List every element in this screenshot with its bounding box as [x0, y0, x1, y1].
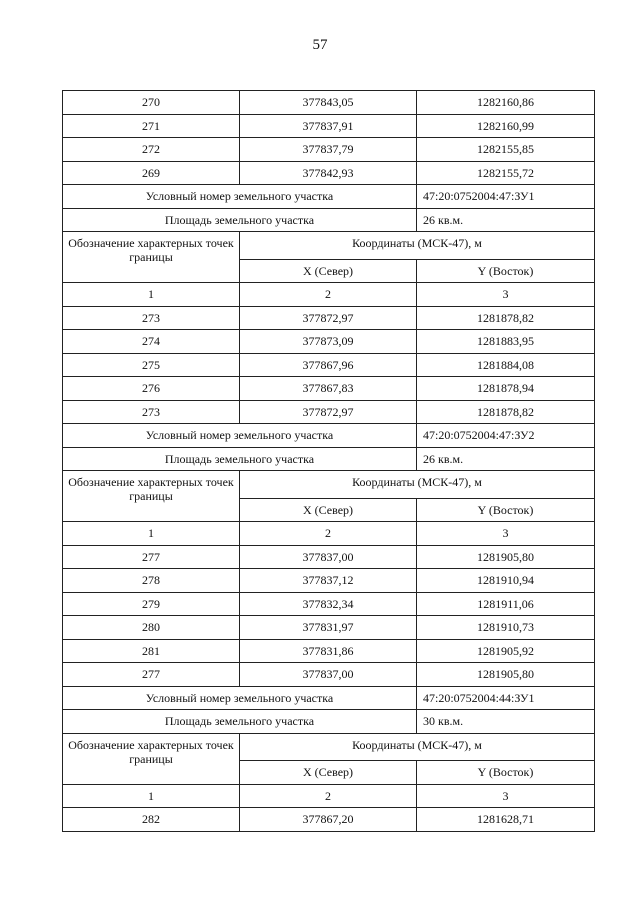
point-cell: 276 [63, 377, 240, 401]
coordinates-header: Координаты (МСК-47), м [240, 232, 595, 260]
area-value: 30 кв.м. [417, 710, 595, 734]
y-cell: 1281905,80 [417, 545, 595, 569]
column-index: 2 [240, 522, 417, 546]
table-row [63, 663, 595, 687]
x-cell: 377872,97 [240, 400, 417, 424]
area-label: Площадь земельного участка [63, 208, 417, 232]
table-row [63, 114, 595, 138]
x-cell: 377837,12 [240, 569, 417, 593]
x-cell: 377837,91 [240, 114, 417, 138]
y-cell: 1282160,99 [417, 114, 595, 138]
parcel-number-value: 47:20:0752004:47:ЗУ2 [417, 424, 595, 448]
parcel-number-row [63, 686, 595, 710]
column-index-row [63, 784, 595, 808]
point-cell: 272 [63, 138, 240, 162]
column-index-row [63, 522, 595, 546]
coordinates-header: Координаты (МСК-47), м [240, 733, 595, 761]
table-row [63, 545, 595, 569]
point-cell: 277 [63, 663, 240, 687]
area-value: 26 кв.м. [417, 447, 595, 471]
point-cell: 280 [63, 616, 240, 640]
column-index-row [63, 283, 595, 307]
x-cell: 377843,05 [240, 91, 417, 115]
point-cell: 270 [63, 91, 240, 115]
x-cell: 377867,83 [240, 377, 417, 401]
x-column-header: X (Север) [240, 761, 417, 785]
designation-header: Обозначение характерных точек границы [63, 733, 240, 784]
x-cell: 377867,96 [240, 353, 417, 377]
column-index: 1 [63, 522, 240, 546]
table-row [63, 592, 595, 616]
parcel-number-label: Условный номер земельного участка [63, 185, 417, 209]
header-row [63, 733, 595, 761]
y-cell: 1281878,94 [417, 377, 595, 401]
point-cell: 281 [63, 639, 240, 663]
point-cell: 278 [63, 569, 240, 593]
table-row [63, 306, 595, 330]
table-row [63, 569, 595, 593]
point-cell: 275 [63, 353, 240, 377]
parcel-number-row [63, 185, 595, 209]
x-cell: 377842,93 [240, 161, 417, 185]
y-column-header: Y (Восток) [417, 259, 595, 283]
x-column-header: X (Север) [240, 498, 417, 522]
parcel-number-label: Условный номер земельного участка [63, 424, 417, 448]
y-cell: 1281905,80 [417, 663, 595, 687]
y-cell: 1281883,95 [417, 330, 595, 354]
x-cell: 377831,97 [240, 616, 417, 640]
y-cell: 1281884,08 [417, 353, 595, 377]
table-row [63, 353, 595, 377]
table-row [63, 400, 595, 424]
x-cell: 377831,86 [240, 639, 417, 663]
column-index: 3 [417, 283, 595, 307]
y-cell: 1281878,82 [417, 306, 595, 330]
area-value: 26 кв.м. [417, 208, 595, 232]
designation-header: Обозначение характерных точек границы [63, 471, 240, 522]
area-row [63, 710, 595, 734]
parcel-number-value: 47:20:0752004:47:ЗУ1 [417, 185, 595, 209]
parcel-number-label: Условный номер земельного участка [63, 686, 417, 710]
table-row [63, 161, 595, 185]
column-index: 2 [240, 283, 417, 307]
coordinates-header: Координаты (МСК-47), м [240, 471, 595, 499]
column-index: 3 [417, 784, 595, 808]
coordinates-table [62, 90, 595, 832]
y-column-header: Y (Восток) [417, 761, 595, 785]
table-row [63, 377, 595, 401]
x-cell: 377867,20 [240, 808, 417, 832]
x-cell: 377837,00 [240, 663, 417, 687]
column-index: 1 [63, 784, 240, 808]
table-row [63, 808, 595, 832]
point-cell: 271 [63, 114, 240, 138]
y-column-header: Y (Восток) [417, 498, 595, 522]
table-row [63, 639, 595, 663]
point-cell: 269 [63, 161, 240, 185]
y-cell: 1281911,06 [417, 592, 595, 616]
y-cell: 1281910,73 [417, 616, 595, 640]
header-row [63, 471, 595, 499]
y-cell: 1282155,85 [417, 138, 595, 162]
point-cell: 279 [63, 592, 240, 616]
y-cell: 1281910,94 [417, 569, 595, 593]
point-cell: 282 [63, 808, 240, 832]
point-cell: 273 [63, 306, 240, 330]
x-cell: 377872,97 [240, 306, 417, 330]
table-row [63, 138, 595, 162]
x-column-header: X (Север) [240, 259, 417, 283]
page-number: 57 [312, 37, 328, 53]
area-row [63, 208, 595, 232]
header-row [63, 232, 595, 260]
column-index: 3 [417, 522, 595, 546]
column-index: 1 [63, 283, 240, 307]
column-index: 2 [240, 784, 417, 808]
y-cell: 1281878,82 [417, 400, 595, 424]
x-cell: 377873,09 [240, 330, 417, 354]
x-cell: 377832,34 [240, 592, 417, 616]
x-cell: 377837,00 [240, 545, 417, 569]
y-cell: 1281628,71 [417, 808, 595, 832]
area-row [63, 447, 595, 471]
y-cell: 1282160,86 [417, 91, 595, 115]
table-row [63, 330, 595, 354]
point-cell: 277 [63, 545, 240, 569]
area-label: Площадь земельного участка [63, 710, 417, 734]
parcel-number-row [63, 424, 595, 448]
table-row [63, 91, 595, 115]
table-row [63, 616, 595, 640]
point-cell: 273 [63, 400, 240, 424]
y-cell: 1281905,92 [417, 639, 595, 663]
designation-header: Обозначение характерных точек границы [63, 232, 240, 283]
x-cell: 377837,79 [240, 138, 417, 162]
parcel-number-value: 47:20:0752004:44:ЗУ1 [417, 686, 595, 710]
area-label: Площадь земельного участка [63, 447, 417, 471]
point-cell: 274 [63, 330, 240, 354]
y-cell: 1282155,72 [417, 161, 595, 185]
